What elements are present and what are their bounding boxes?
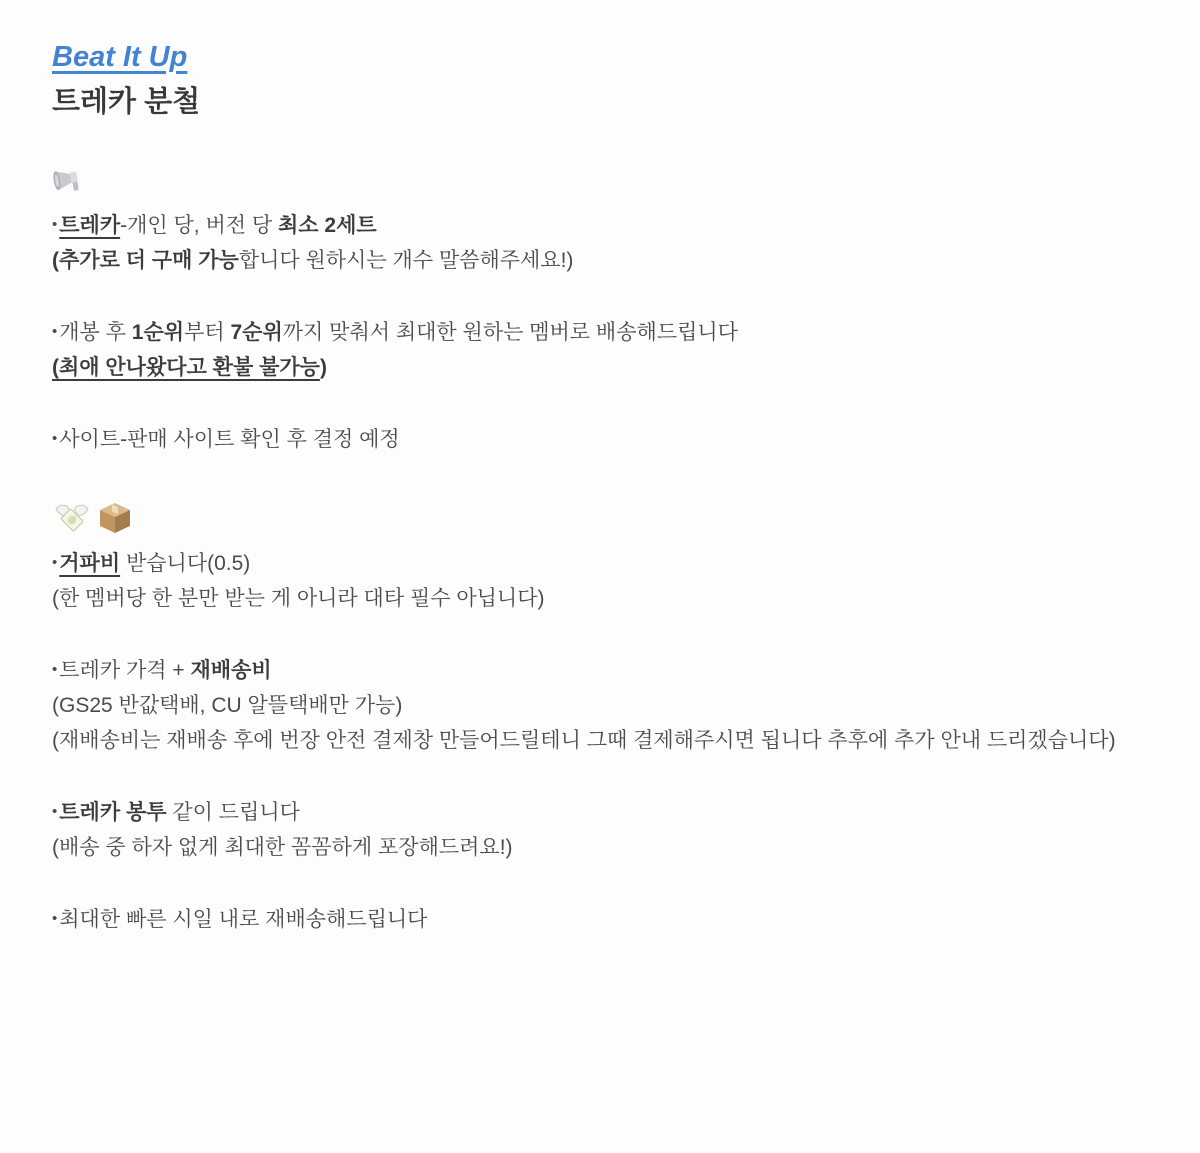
text-segment: -개인 당, 버전 당 — [120, 214, 279, 237]
text-segment: (GS25 반값택배, CU 알뜰택배만 가능) — [52, 694, 403, 717]
title-link[interactable]: Beat It Up — [52, 41, 188, 73]
text-segment: 합니다 원하시는 개수 말씀해주세요!) — [238, 249, 574, 272]
text-segment: (배송 중 하자 없게 최대한 꼼꼼하게 포장해드려요!) — [52, 836, 513, 859]
text-segment: ) — [319, 356, 327, 379]
text-segment: 트레카 — [59, 214, 121, 237]
text-segment: 사이트-판매 사이트 확인 후 결정 예정 — [59, 428, 400, 451]
bullet-marker: • — [52, 554, 58, 571]
text-segment: (추가로 더 구매 가능 — [52, 249, 239, 272]
page-title: 트레카 분철 — [52, 86, 201, 118]
bullet-marker: • — [52, 216, 58, 233]
sections — [52, 161, 1170, 937]
section — [52, 161, 1170, 457]
bullet-marker: • — [52, 910, 58, 927]
text-segment: 까지 맞춰서 최대한 원하는 멤버로 배송해드립니다 — [282, 321, 738, 344]
text-segment: 받습니다(0.5) — [120, 552, 251, 575]
bullet-line — [52, 207, 1170, 243]
text-segment: 부터 — [184, 321, 231, 344]
loudspeaker-icon — [52, 163, 88, 197]
bullet-line — [52, 652, 1170, 688]
emoji-row — [52, 499, 1170, 537]
bullet-marker: • — [52, 430, 58, 447]
bullet-item — [52, 207, 1170, 278]
text-segment: 최대한 빠른 시일 내로 재배송해드립니다 — [59, 908, 428, 931]
bullet-line — [52, 688, 1170, 723]
text-segment: (재배송비는 재배송 후에 번장 안전 결제창 만들어드릴테니 그때 결제해주시면 됩니다 추후에 추가 안내 드리겠습니다) — [52, 729, 1116, 752]
bullet-item — [52, 314, 1170, 385]
text-segment: (최애 안나왔다고 환불 불가능 — [52, 356, 320, 379]
bullet-marker: • — [52, 323, 58, 340]
bullet-item — [52, 421, 1170, 457]
text-segment: 거파비 — [59, 552, 121, 575]
header — [52, 40, 1170, 119]
text-segment: 개봉 후 — [59, 321, 132, 344]
text-segment: 트레카 봉투 — [59, 801, 167, 824]
emoji-row — [52, 161, 1170, 199]
text-segment: 트레카 가격 + — [59, 659, 191, 682]
bullet-line — [52, 581, 1170, 616]
bullet-item — [52, 652, 1170, 758]
text-segment: 최소 2세트 — [278, 214, 377, 237]
bullet-line — [52, 794, 1170, 830]
text-segment: 같이 드립니다 — [166, 801, 300, 824]
text-segment: (한 멤버당 한 분만 받는 게 아니라 대타 필수 아닙니다) — [52, 587, 545, 610]
money-with-wings-icon — [52, 501, 92, 535]
bullet-line — [52, 314, 1170, 350]
bullet-line — [52, 901, 1170, 937]
bullet-marker: • — [52, 803, 58, 820]
package-icon — [97, 500, 133, 536]
bullet-line — [52, 545, 1170, 581]
bullet-line — [52, 830, 1170, 865]
bullet-line — [52, 243, 1170, 278]
text-segment: 7순위 — [230, 321, 283, 344]
bullet-item — [52, 794, 1170, 865]
section — [52, 499, 1170, 937]
text-segment: 1순위 — [131, 321, 185, 344]
bullet-marker: • — [52, 661, 58, 678]
bullet-item — [52, 901, 1170, 937]
bullet-line — [52, 421, 1170, 457]
text-segment: 재배송비 — [190, 659, 272, 682]
bullet-line — [52, 723, 1170, 758]
bullet-line — [52, 350, 1170, 385]
bullet-item — [52, 545, 1170, 616]
